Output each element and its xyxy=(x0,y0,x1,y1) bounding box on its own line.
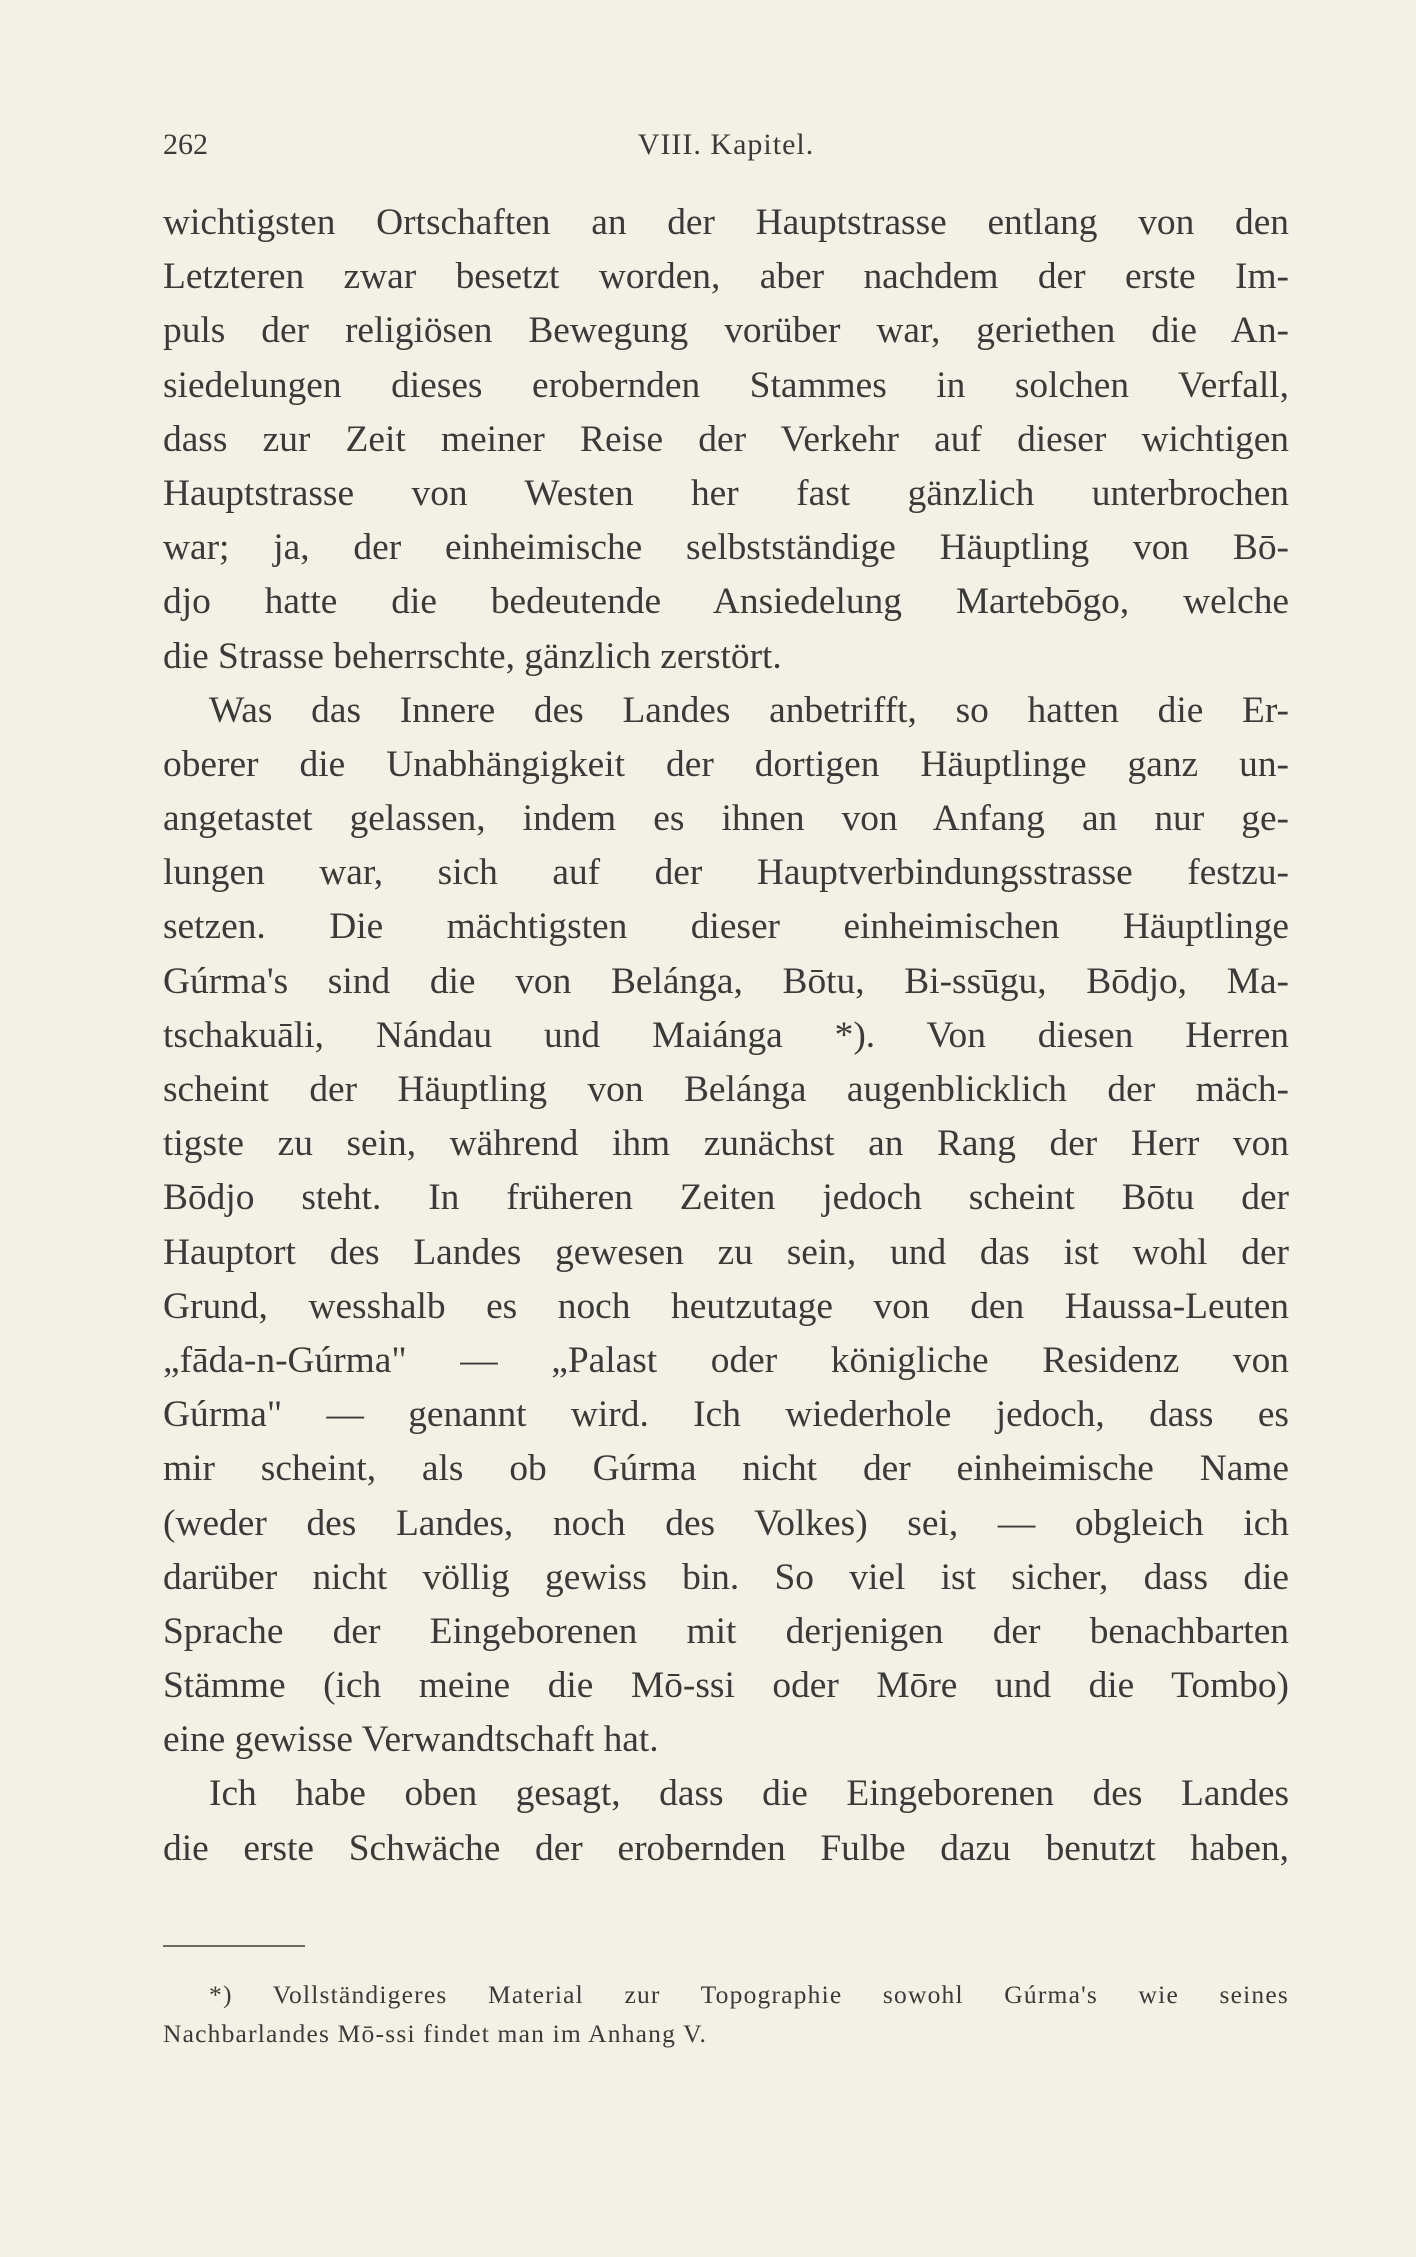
text-line: Bōdjo steht. In früheren Zeiten jedoch scheint Bōtu der xyxy=(163,1177,1289,1219)
text-line: (weder des Landes, noch des Volkes) sei, — obgleich ich xyxy=(163,1502,1289,1544)
text-line: tigste zu sein, während ihm zunächst an Rang der Herr von xyxy=(163,1123,1289,1165)
text-line: Grund, wesshalb es noch heutzutage von den Haussa-Leuten xyxy=(163,1285,1289,1327)
text-line: djo hatte die bedeutende Ansiedelung Martebōgo, welche xyxy=(163,581,1289,623)
text-line: siedelungen dieses erobernden Stammes in solchen Verfall, xyxy=(163,364,1289,406)
text-line: Gúrma's sind die von Belánga, Bōtu, Bi-ssūgu, Bōdjo, Ma- xyxy=(163,960,1289,1002)
text-line: darüber nicht völlig gewiss bin. So viel ist sicher, dass die xyxy=(163,1556,1289,1598)
text-line: Gúrma" — genannt wird. Ich wiederhole jedoch, dass es xyxy=(163,1394,1289,1436)
text-line: Letzteren zwar besetzt worden, aber nachdem der erste Im- xyxy=(163,256,1289,298)
text-line: Sprache der Eingeborenen mit derjenigen der benachbarten xyxy=(163,1610,1289,1652)
text-line: puls der religiösen Bewegung vorüber war, geriethen die An- xyxy=(163,310,1289,352)
text-line: setzen. Die mächtigsten dieser einheimischen Häuptlinge xyxy=(163,906,1289,948)
text-line: Hauptstrasse von Westen her fast gänzlich unterbrochen xyxy=(163,472,1289,514)
text-line: tschakuāli, Nándau und Maiánga *). Von diesen Herren xyxy=(163,1014,1289,1056)
text-line: eine gewisse Verwandtschaft hat. xyxy=(163,1719,659,1761)
footnote-line: *) Vollständigeres Material zur Topographie sowohl Gúrma's wie seines xyxy=(209,1980,1289,2009)
page-header xyxy=(163,128,1289,168)
text-line: war; ja, der einheimische selbstständige Häuptling von Bō- xyxy=(163,527,1289,569)
text-line: die Strasse beherrschte, gänzlich zerstört. xyxy=(163,635,782,677)
page-number: 262 xyxy=(163,128,208,161)
text-line: angetastet gelassen, indem es ihnen von Anfang an nur ge- xyxy=(163,798,1289,840)
text-line: lungen war, sich auf der Hauptverbindungsstrasse festzu- xyxy=(163,852,1289,894)
text-line: oberer die Unabhängigkeit der dortigen Häuptlinge ganz un- xyxy=(163,743,1289,785)
text-line: Ich habe oben gesagt, dass die Eingeborenen des Landes xyxy=(209,1773,1289,1815)
text-line: „fāda-n-Gúrma" — „Palast oder königliche Residenz von xyxy=(163,1339,1289,1381)
running-head: VIII. Kapitel. xyxy=(637,128,815,161)
text-line: mir scheint, als ob Gúrma nicht der einheimische Name xyxy=(163,1448,1289,1490)
footnote-rule xyxy=(163,1945,305,1947)
footnote xyxy=(163,1975,1289,2053)
footnote-line: Nachbarlandes Mō-ssi findet man im Anhang V. xyxy=(163,2019,708,2048)
text-line: Stämme (ich meine die Mō-ssi oder Mōre und die Tombo) xyxy=(163,1665,1289,1707)
text-line: Hauptort des Landes gewesen zu sein, und das ist wohl der xyxy=(163,1231,1289,1273)
body-text xyxy=(163,196,1289,1876)
text-line: dass zur Zeit meiner Reise der Verkehr auf dieser wichtigen xyxy=(163,418,1289,460)
text-line: wichtigsten Ortschaften an der Hauptstrasse entlang von den xyxy=(163,202,1289,243)
text-line: Was das Innere des Landes anbetrifft, so hatten die Er- xyxy=(209,689,1289,731)
text-line: scheint der Häuptling von Belánga augenblicklich der mäch- xyxy=(163,1069,1289,1110)
text-line: die erste Schwäche der erobernden Fulbe dazu benutzt haben, xyxy=(163,1827,1289,1869)
